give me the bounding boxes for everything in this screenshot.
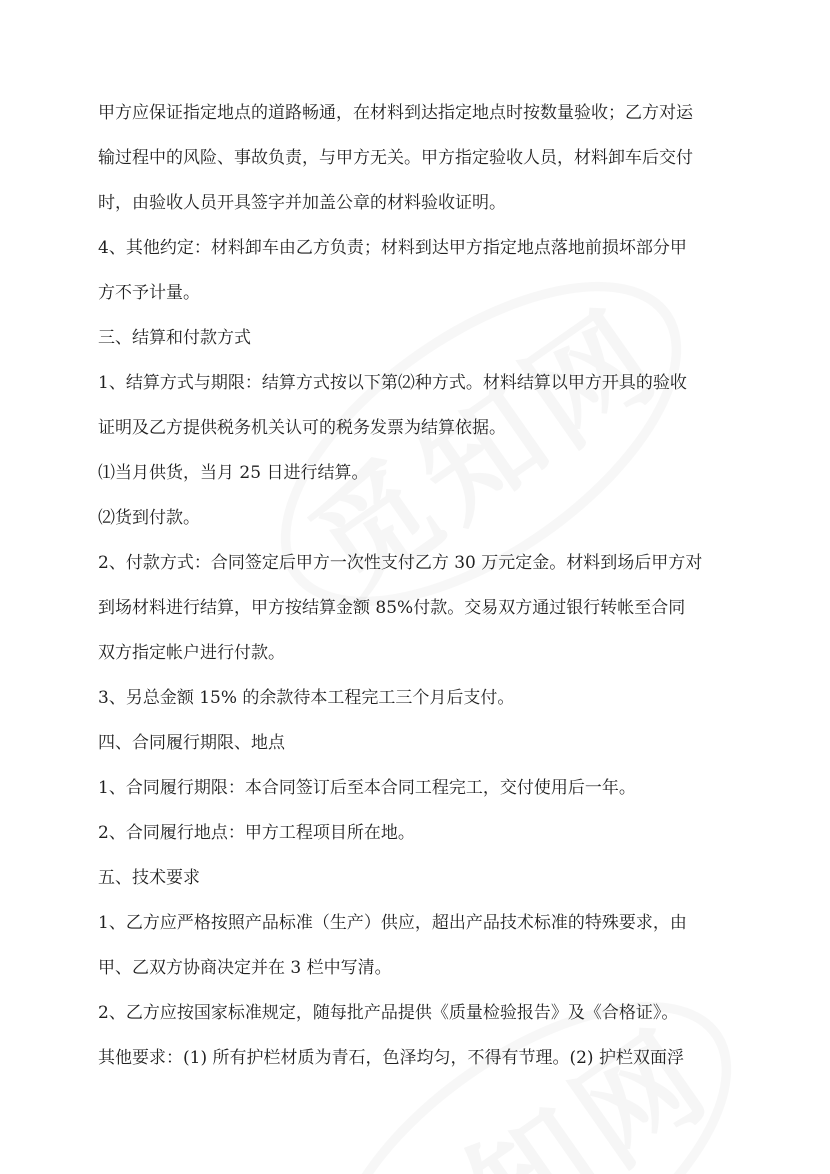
text-line: 甲方应保证指定地点的道路畅通，在材料到达指定地点时按数量验收；乙方对运: [98, 103, 693, 123]
section-heading: 三、结算和付款方式: [98, 328, 251, 348]
text-line: ⑴当月供货，当月 25 日进行结算。: [98, 463, 369, 483]
text-line: 证明及乙方提供税务机关认可的税务发票为结算依据。: [98, 418, 506, 438]
text-line: 到场材料进行结算，甲方按结算金额 85%付款。交易双方通过银行转帐至合同: [98, 598, 686, 618]
text-line: 2、合同履行地点：甲方工程项目所在地。: [98, 823, 415, 843]
document-body: [98, 103, 718, 1093]
text-line: 2、付款方式：合同签定后甲方一次性支付乙方 30 万元定金。材料到场后甲方对: [98, 553, 703, 573]
text-line: 甲、乙双方协商决定并在 3 栏中写清。: [98, 958, 392, 978]
section-heading: 四、合同履行期限、地点: [98, 733, 285, 753]
text-line: 2、乙方应按国家标准规定，随每批产品提供《质量检验报告》及《合格证》。: [98, 1003, 679, 1023]
text-line: 4、其他约定：材料卸车由乙方负责；材料到达甲方指定地点落地前损坏部分甲: [98, 238, 687, 258]
text-line: 1、合同履行期限：本合同签订后至本合同工程完工，交付使用后一年。: [98, 778, 636, 798]
text-line: 输过程中的风险、事故负责，与甲方无关。甲方指定验收人员，材料卸车后交付: [98, 148, 693, 168]
text-line: ⑵货到付款。: [98, 508, 200, 528]
text-line: 方不予计量。: [98, 283, 200, 303]
text-line: 其他要求：(1) 所有护栏材质为青石，色泽均匀，不得有节理。(2) 护栏双面浮: [98, 1048, 684, 1068]
text-line: 1、乙方应严格按照产品标准（生产）供应，超出产品技术标准的特殊要求，由: [98, 913, 687, 933]
text-line: 双方指定帐户进行付款。: [98, 643, 285, 663]
text-line: 3、另总金额 15% 的余款待本工程完工三个月后支付。: [98, 688, 515, 708]
section-heading: 五、技术要求: [98, 868, 200, 888]
text-line: 时，由验收人员开具签字并加盖公章的材料验收证明。: [98, 193, 506, 213]
text-line: 1、结算方式与期限：结算方式按以下第⑵种方式。材料结算以甲方开具的验收: [98, 373, 687, 393]
